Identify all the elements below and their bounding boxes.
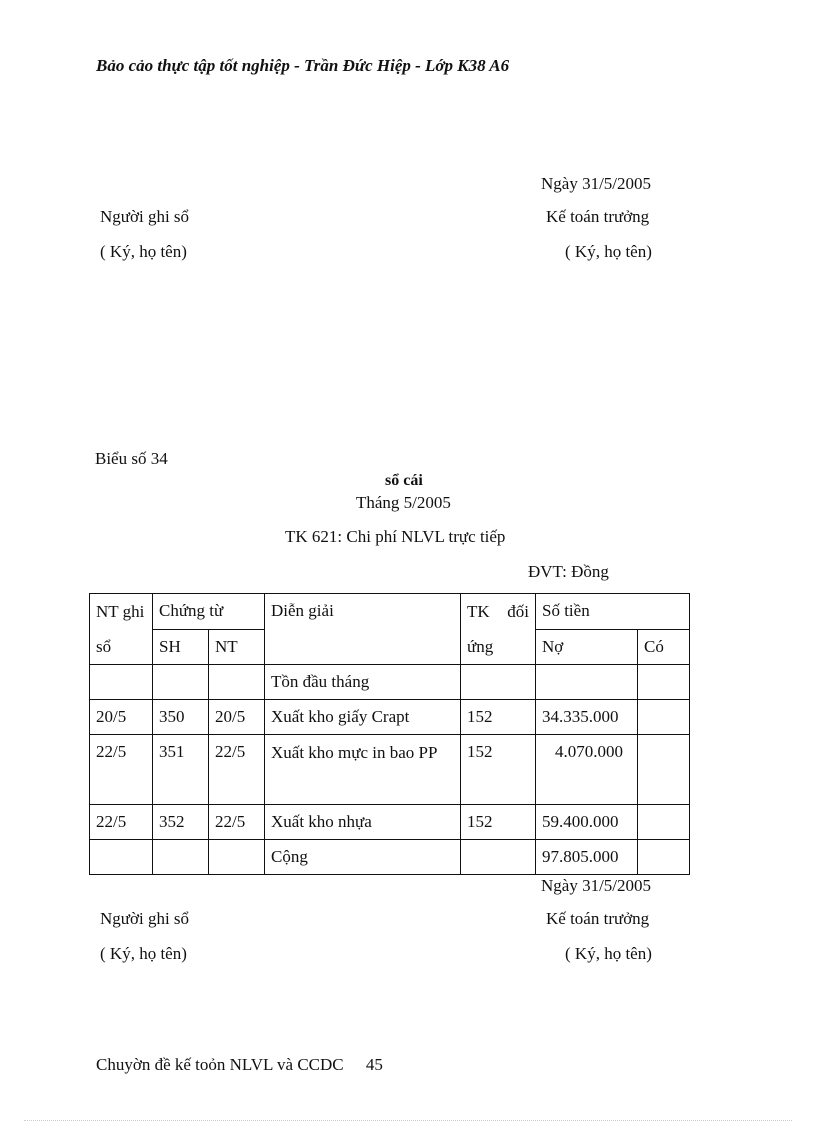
ledger-table bbox=[89, 593, 690, 875]
table-total-row bbox=[90, 840, 690, 875]
cell-nt: 22/5 bbox=[209, 805, 265, 840]
cell-sh bbox=[153, 840, 209, 875]
recorder-title-bottom: Người ghi sổ bbox=[100, 909, 190, 928]
cell-nt bbox=[209, 665, 265, 700]
chief-accountant-note-top: ( Ký, họ tên) bbox=[565, 242, 652, 261]
form-number: Biểu số 34 bbox=[95, 449, 168, 468]
header-chung-tu: Chứng từ bbox=[153, 594, 265, 630]
cell-sh: 350 bbox=[153, 700, 209, 735]
table-header-row bbox=[90, 594, 690, 630]
recorder-note-top: ( Ký, họ tên) bbox=[100, 242, 187, 261]
recorder-title-top: Người ghi sổ bbox=[100, 207, 190, 226]
cell-dien-giai: Tồn đầu tháng bbox=[265, 665, 461, 700]
page-header: Bảo cảo thực tập tốt nghiệp - Trần Đức Hiệp - Lớp K38 A6 bbox=[96, 56, 510, 75]
cell-co bbox=[638, 840, 690, 875]
cell-co bbox=[638, 700, 690, 735]
table-row bbox=[90, 665, 690, 700]
ledger-month: Tháng 5/2005 bbox=[356, 493, 451, 512]
cell-no: 59.400.000 bbox=[536, 805, 638, 840]
cell-nt: 22/5 bbox=[209, 735, 265, 805]
cell-nt-ghi bbox=[90, 840, 153, 875]
header-dien-giai: Diễn giải bbox=[265, 594, 461, 665]
chief-accountant-note-bottom: ( Ký, họ tên) bbox=[565, 944, 652, 963]
table-row bbox=[90, 700, 690, 735]
cell-tk bbox=[461, 840, 536, 875]
cell-tk bbox=[461, 665, 536, 700]
recorder-note-bottom: ( Ký, họ tên) bbox=[100, 944, 187, 963]
cell-no: 34.335.000 bbox=[536, 700, 638, 735]
cell-sh: 352 bbox=[153, 805, 209, 840]
cell-dien-giai: Cộng bbox=[265, 840, 461, 875]
cell-co bbox=[638, 665, 690, 700]
signature-date-top: Ngày 31/5/2005 bbox=[541, 174, 652, 193]
cell-dien-giai: Xuất kho giấy Crapt bbox=[265, 700, 461, 735]
cell-sh bbox=[153, 665, 209, 700]
header-sh: SH bbox=[153, 629, 209, 665]
cell-no bbox=[536, 665, 638, 700]
cell-no: 4.070.000 bbox=[536, 735, 638, 805]
header-no: Nợ bbox=[536, 629, 638, 665]
cell-sh: 351 bbox=[153, 735, 209, 805]
cell-nt-ghi: 22/5 bbox=[90, 805, 153, 840]
signature-date-bottom: Ngày 31/5/2005 bbox=[541, 876, 652, 895]
chief-accountant-title-top: Kế toán trưởng bbox=[546, 207, 650, 226]
header-co: Có bbox=[638, 629, 690, 665]
header-so-tien: Số tiền bbox=[536, 594, 690, 630]
header-nt-ghi-so: NT ghi sổ bbox=[90, 594, 153, 665]
header-tk-doi-ung: TK đối ứng bbox=[461, 594, 536, 665]
page-footer bbox=[96, 1055, 383, 1075]
cell-co bbox=[638, 735, 690, 805]
cell-nt-ghi bbox=[90, 665, 153, 700]
cell-tk: 152 bbox=[461, 700, 536, 735]
page-number: 45 bbox=[365, 1055, 383, 1074]
cell-dien-giai: Xuất kho mực in bao PP bbox=[265, 735, 461, 805]
cell-tk: 152 bbox=[461, 805, 536, 840]
chief-accountant-title-bottom: Kế toán trưởng bbox=[546, 909, 650, 928]
cell-nt: 20/5 bbox=[209, 700, 265, 735]
cell-no: 97.805.000 bbox=[536, 840, 638, 875]
cell-co bbox=[638, 805, 690, 840]
cell-dien-giai: Xuất kho nhựa bbox=[265, 805, 461, 840]
footer-text: Chuyờn đề kế toỏn NLVL và CCDC bbox=[96, 1055, 344, 1074]
table-row bbox=[90, 805, 690, 840]
cell-nt-ghi: 20/5 bbox=[90, 700, 153, 735]
ledger-unit: ĐVT: Đồng bbox=[528, 562, 609, 581]
cell-nt bbox=[209, 840, 265, 875]
page-bottom-divider bbox=[24, 1120, 792, 1121]
ledger-title: sổ cái bbox=[385, 472, 423, 489]
header-nt: NT bbox=[209, 629, 265, 665]
table-row bbox=[90, 735, 690, 805]
ledger-account: TK 621: Chi phí NLVL trực tiếp bbox=[285, 527, 506, 546]
cell-nt-ghi: 22/5 bbox=[90, 735, 153, 805]
cell-tk: 152 bbox=[461, 735, 536, 805]
